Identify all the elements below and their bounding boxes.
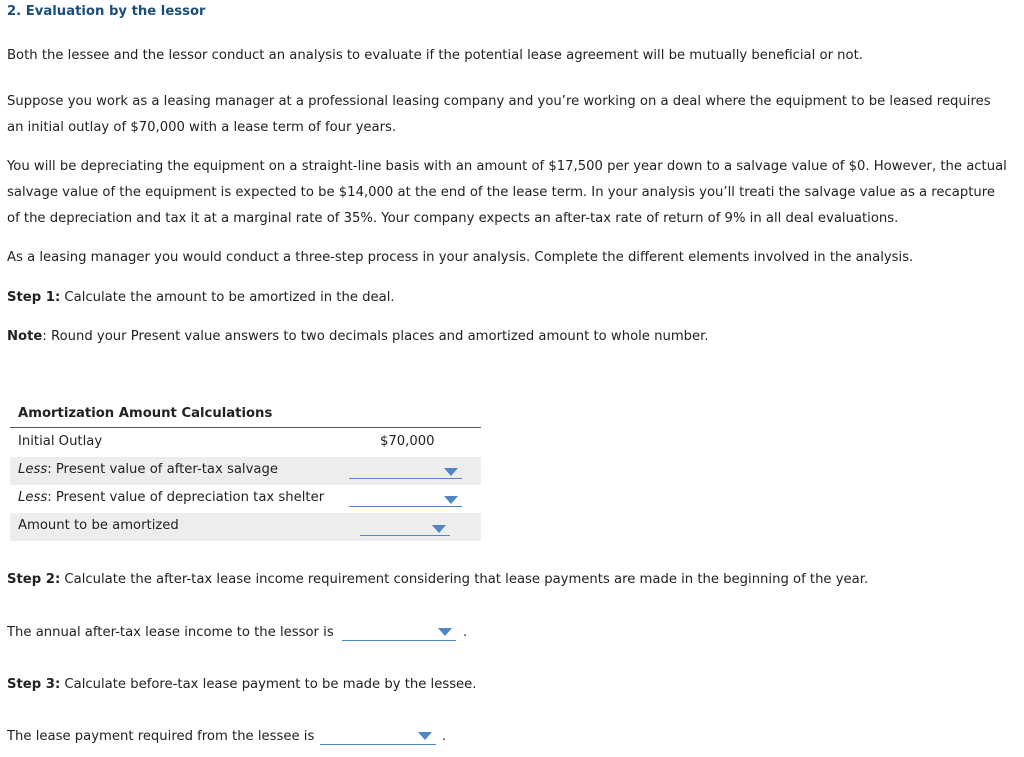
after-tax-lease-income-dropdown[interactable]: [342, 622, 456, 641]
intro-paragraph: Both the lessee and the lessor conduct an analysis to evaluate if the potential lease agreement will be mutually beneficial or not.: [7, 48, 863, 63]
caret-down-icon: [418, 732, 432, 740]
step3-instruction: [7, 677, 476, 692]
row-label: Amount to be amortized: [18, 518, 179, 533]
lease-payment-dropdown[interactable]: [320, 726, 436, 745]
initial-outlay-value: $70,000: [380, 434, 435, 449]
table-row-pv-salvage: [10, 457, 481, 485]
caret-down-icon: [444, 496, 458, 504]
step2-instruction: [7, 572, 868, 587]
step3-label: Step 3:: [7, 677, 61, 692]
table-row-amount-amortized: [10, 513, 481, 541]
note: [7, 329, 709, 344]
row-label-text: : Present value of after-tax salvage: [47, 462, 278, 477]
step1-label: Step 1:: [7, 290, 61, 305]
step3-answer-text: The lease payment required from the lessee is: [7, 729, 315, 744]
row-label: [18, 462, 278, 477]
step3-text: Calculate before-tax lease payment to be made by the lessee.: [60, 677, 477, 692]
depreciation-paragraph: You will be depreciating the equipment on a straight-line basis with an amount of $17,500 per year down to a salvage value of $0. However, the actual salvage value of the equipment is expected to be $14,000 at the end of the lease term. In your analysis you’ll treati the salvage value as a recapture of the depreciation and tax it at a marginal rate of 35%. Your company expects an after-tax rate of return of 9% in all deal evaluations.: [7, 159, 1007, 226]
note-text: : Round your Present value answers to two decimals places and amortized amount to whole number.: [42, 329, 709, 344]
table-row-initial-outlay: [10, 429, 481, 457]
caret-down-icon: [444, 468, 458, 476]
amount-amortized-dropdown[interactable]: [360, 517, 450, 536]
step1-instruction: [7, 290, 395, 305]
step2-text: Calculate the after-tax lease income requirement considering that lease payments are made in the beginning of the year.: [60, 572, 869, 587]
step3-period: .: [442, 729, 447, 744]
section-title: 2. Evaluation by the lessor: [7, 4, 206, 19]
process-paragraph: As a leasing manager you would conduct a three-step process in your analysis. Complete the different elements involved in the analysis.: [7, 250, 914, 265]
pv-salvage-dropdown[interactable]: [349, 460, 462, 479]
row-label: [18, 490, 324, 505]
row-label-text: : Present value of depreciation tax shelter: [47, 490, 325, 505]
row-label: Initial Outlay: [18, 434, 103, 449]
scenario-paragraph: Suppose you work as a leasing manager at a professional leasing company and you’re working on a deal where the equipment to be leased requires an initial outlay of $70,000 with a lease term of four years.: [7, 94, 991, 135]
pv-tax-shelter-dropdown[interactable]: [349, 488, 462, 507]
table-header-rule: [10, 427, 481, 428]
note-label: Note: [7, 329, 43, 344]
step2-label: Step 2:: [7, 572, 61, 587]
step2-answer-text: The annual after-tax lease income to the lessor is: [7, 625, 334, 640]
less-prefix: Less: [18, 490, 48, 505]
table-title: Amortization Amount Calculations: [18, 406, 273, 421]
step1-text: Calculate the amount to be amortized in the deal.: [60, 290, 395, 305]
caret-down-icon: [432, 525, 446, 533]
step2-period: .: [463, 625, 468, 640]
table-row-pv-tax-shelter: [10, 485, 481, 513]
caret-down-icon: [438, 628, 452, 636]
less-prefix: Less: [18, 462, 48, 477]
